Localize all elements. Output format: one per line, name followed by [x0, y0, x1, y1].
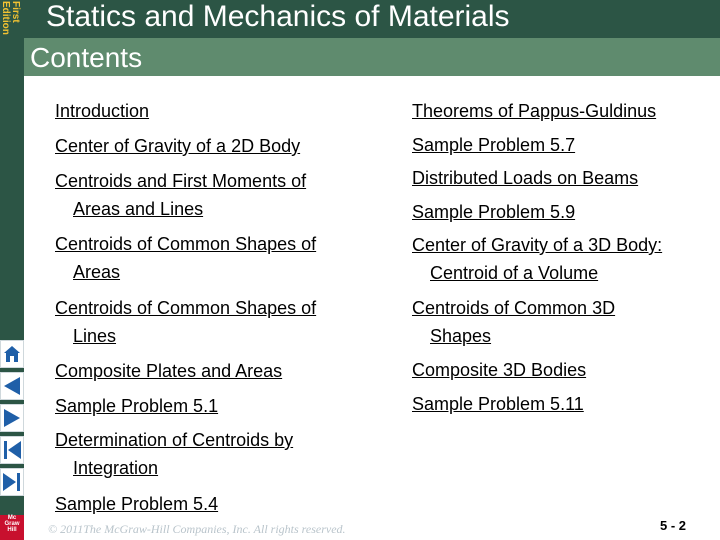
contents-link-determination-centroids[interactable]	[55, 426, 293, 482]
contents-link-center-of-gravity-2d[interactable]	[55, 132, 300, 160]
contents-link-label: Introduction	[55, 101, 150, 121]
edition-line2: Edition	[0, 1, 11, 35]
contents-link-label: Distributed Loads on Beams	[412, 168, 639, 188]
contents-link-label: Sample Problem 5.11	[412, 394, 584, 414]
edition-label	[0, 0, 22, 44]
contents-link-label: Sample Problem 5.7	[412, 135, 576, 155]
contents-link-center-of-gravity-3d[interactable]	[412, 231, 662, 287]
page-number: 5 - 2	[660, 518, 687, 533]
contents-link-distributed-loads[interactable]	[412, 164, 638, 192]
contents-link-composite-3d-bodies[interactable]	[412, 356, 586, 384]
mcgraw-hill-logo	[0, 515, 24, 540]
contents-link-label: Composite Plates and Areas	[55, 361, 283, 381]
logo-text-line2: Graw	[4, 521, 20, 527]
last-slide-button[interactable]	[0, 468, 24, 496]
contents-link-label: Sample Problem 5.9	[412, 202, 576, 222]
contents-link-label-line2: Areas	[73, 262, 121, 282]
contents-link-label: Centroids and First Moments of	[55, 171, 307, 191]
contents-link-centroids-lines[interactable]	[55, 294, 316, 350]
contents-link-label-line2: Shapes	[430, 326, 492, 346]
contents-link-composite-plates[interactable]	[55, 357, 282, 385]
contents-link-pappus-guldinus[interactable]	[412, 97, 656, 125]
contents-link-label: Centroids of Common Shapes of	[55, 298, 317, 318]
contents-link-sample-problem-5-9[interactable]	[412, 198, 575, 226]
home-icon	[1, 341, 23, 367]
logo-text-line1: Mc	[7, 515, 17, 521]
slide-title: Contents	[30, 42, 143, 73]
contents-link-centroids-3d-shapes[interactable]	[412, 294, 615, 350]
logo-text-line3: Hill	[7, 527, 17, 533]
home-button[interactable]	[0, 340, 24, 368]
last-slide-icon	[1, 469, 23, 495]
contents-link-label: Theorems of Pappus-Guldinus	[412, 101, 657, 121]
first-slide-button[interactable]	[0, 436, 24, 464]
contents-link-label: Sample Problem 5.4	[55, 494, 219, 514]
contents-link-label: Composite 3D Bodies	[412, 360, 587, 380]
contents-link-label: Determination of Centroids by	[55, 430, 294, 450]
subtitle-bar	[24, 38, 720, 76]
contents-link-label: Centroids of Common Shapes of	[55, 234, 317, 254]
contents-link-label: Center of Gravity of a 3D Body:	[412, 235, 663, 255]
contents-link-label: Center of Gravity of a 2D Body	[55, 136, 301, 156]
contents-link-sample-problem-5-7[interactable]	[412, 131, 575, 159]
contents-link-introduction[interactable]	[55, 97, 149, 125]
contents-link-label-line2: Lines	[73, 326, 117, 346]
previous-slide-button[interactable]	[0, 372, 24, 400]
first-slide-icon	[1, 437, 23, 463]
contents-link-label: Centroids of Common 3D	[412, 298, 616, 318]
previous-triangle-icon	[1, 373, 23, 399]
contents-link-centroids-first-moments[interactable]	[55, 167, 306, 223]
next-triangle-icon	[1, 405, 23, 431]
contents-link-label-line2: Areas and Lines	[73, 199, 204, 219]
copyright-notice: © 2011The McGraw-Hill Companies, Inc. All rights reserved.	[48, 522, 346, 536]
edition-line1: First	[10, 1, 21, 23]
contents-link-label-line2: Integration	[73, 458, 159, 478]
contents-link-label-line2: Centroid of a Volume	[430, 263, 599, 283]
contents-link-label: Sample Problem 5.1	[55, 396, 219, 416]
title-bar	[24, 0, 720, 38]
contents-link-sample-problem-5-1[interactable]	[55, 392, 218, 420]
contents-link-sample-problem-5-11[interactable]	[412, 390, 584, 418]
book-title: Statics and Mechanics of Materials	[46, 0, 510, 33]
contents-link-sample-problem-5-4[interactable]	[55, 490, 218, 518]
next-slide-button[interactable]	[0, 404, 24, 432]
contents-link-centroids-areas[interactable]	[55, 230, 316, 286]
